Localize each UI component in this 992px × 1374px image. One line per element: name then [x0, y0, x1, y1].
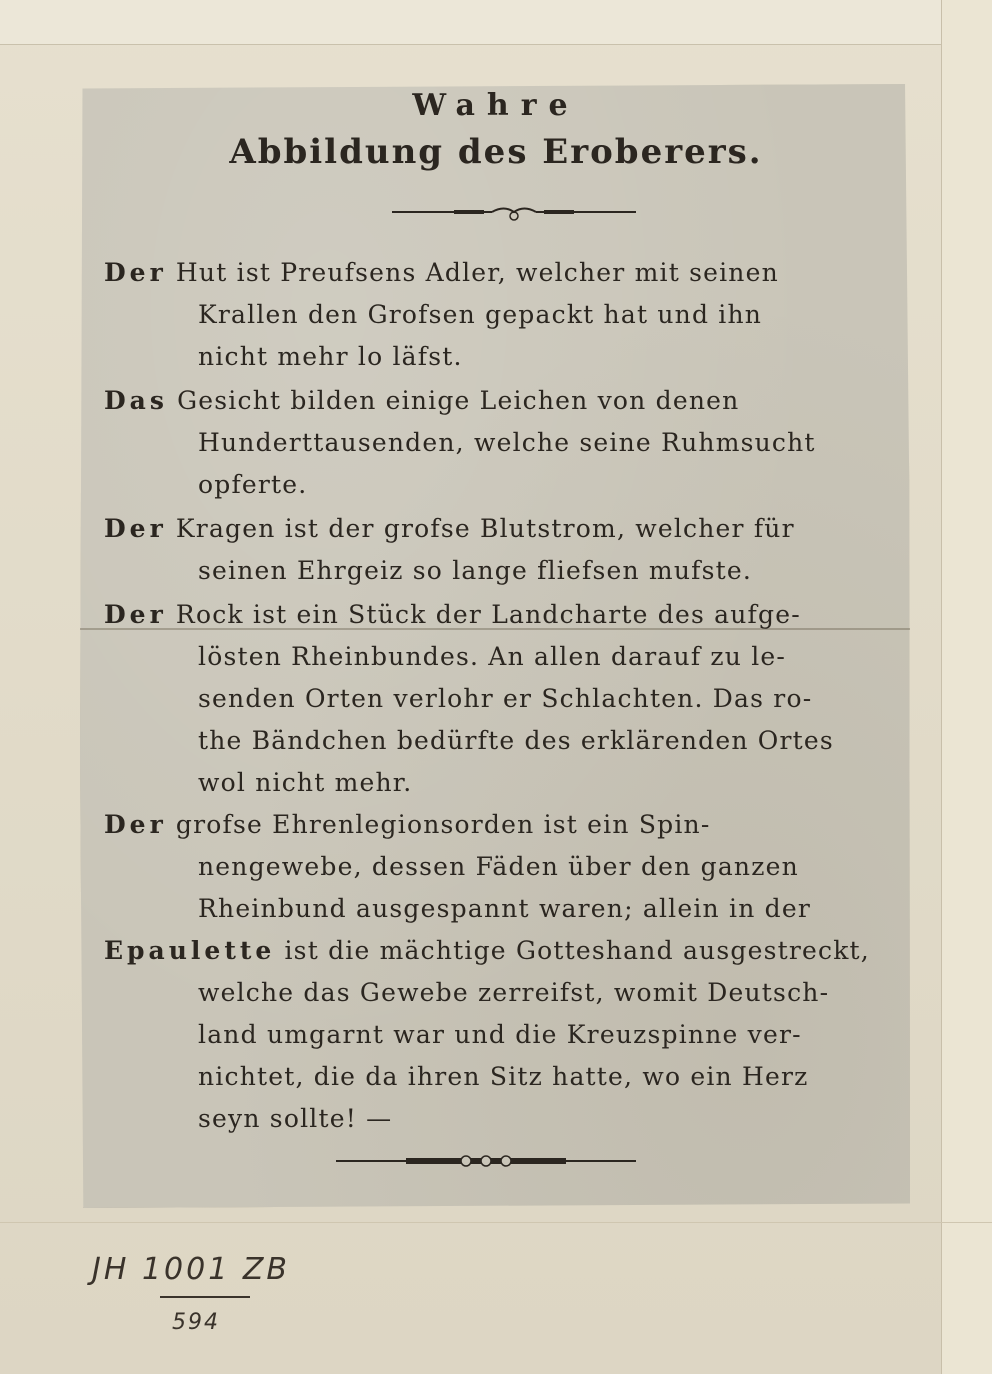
text-line — [198, 768, 412, 797]
line-text: Rheinbund ausgespannt waren; allein in der — [198, 894, 811, 923]
text-line — [198, 1104, 392, 1133]
text-line — [104, 386, 739, 415]
line-text: welche das Gewebe zerreifst, womit Deutsch- — [198, 978, 830, 1007]
line-text: Krallen den Grofsen gepackt hat und ihn — [198, 300, 763, 329]
paragraph-lead-word: Das — [104, 386, 168, 415]
top-ornament — [392, 202, 636, 222]
text-line — [198, 470, 307, 499]
text-line — [198, 1020, 802, 1049]
heading-line-2: Abbildung des Eroberers. — [229, 132, 763, 172]
text-line — [198, 556, 752, 585]
line-text: Kragen ist der grofse Blutstrom, welcher für — [175, 514, 795, 543]
text-line — [198, 300, 762, 329]
bottom-ornament — [336, 1152, 636, 1170]
line-text: lösten Rheinbundes. An allen darauf zu le- — [198, 642, 787, 671]
line-text: grofse Ehrenlegionsorden ist ein Spin- — [175, 810, 711, 839]
paragraph-lead-word: Der — [104, 600, 167, 629]
text-line — [104, 600, 801, 629]
text-line — [198, 978, 829, 1007]
line-text: seyn sollte! — — [198, 1104, 393, 1133]
text-line — [198, 852, 799, 881]
paragraph-lead-word: Der — [104, 810, 167, 839]
line-text: wol nicht mehr. — [198, 768, 413, 797]
line-text: ist die mächtige Gotteshand ausgestreckt, — [284, 936, 870, 965]
text-line — [198, 726, 834, 755]
line-text: seinen Ehrgeiz so lange fliefsen mufste. — [198, 556, 752, 585]
inventory-number: JH 1001 ZB — [92, 1252, 290, 1287]
text-line — [198, 342, 463, 371]
heading-line-1: Wahre — [412, 88, 580, 123]
paragraph-lead-word: Epaulette — [104, 936, 276, 965]
line-text: Gesicht bilden einige Leichen von denen — [177, 386, 740, 415]
text-line — [198, 642, 786, 671]
paragraph-lead-word: Der — [104, 514, 167, 543]
mount-top-edge — [0, 0, 992, 45]
inventory-subnumber: 594 — [172, 1310, 220, 1335]
line-text: senden Orten verlohr er Schlachten. Das ro- — [198, 684, 813, 713]
line-text: Rock ist ein Stück der Landcharte des aufge- — [175, 600, 801, 629]
mount-right-edge — [941, 0, 992, 1374]
text-line — [104, 258, 779, 287]
mount-divider — [0, 1222, 992, 1223]
text-line — [198, 894, 811, 923]
text-line — [104, 810, 711, 839]
line-text: nichtet, die da ihren Sitz hatte, wo ein Herz — [198, 1062, 809, 1091]
text-line — [104, 514, 795, 543]
text-line — [198, 684, 812, 713]
text-line — [198, 1062, 809, 1091]
line-text: the Bändchen bedürfte des erklärenden Ortes — [198, 726, 834, 755]
inventory-underline — [160, 1296, 250, 1298]
line-text: opferte. — [198, 470, 308, 499]
paragraph-lead-word: Der — [104, 258, 167, 287]
line-text: Hunderttausenden, welche seine Ruhmsucht — [198, 428, 816, 457]
line-text: land umgarnt war und die Kreuzspinne ver- — [198, 1020, 802, 1049]
text-line — [198, 428, 816, 457]
text-line — [104, 936, 870, 965]
line-text: nicht mehr lo läfst. — [198, 342, 463, 371]
line-text: nengewebe, dessen Fäden über den ganzen — [198, 852, 799, 881]
line-text: Hut ist Preufsens Adler, welcher mit seinen — [175, 258, 779, 287]
